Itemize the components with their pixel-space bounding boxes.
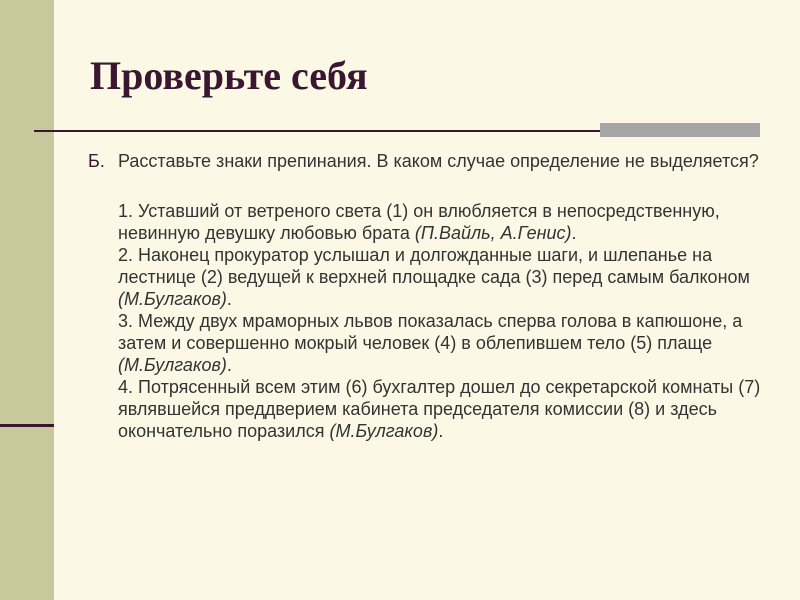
sentence-text: Уставший от ветреного света (1) он влюбляется в непосредственную, невинную девушку любовью брата [118,201,720,243]
sentence-end: . [226,355,232,375]
sentence-author: (М.Булгаков) [329,421,439,441]
sentence-end: . [438,421,444,441]
sentence-list [88,200,768,442]
left-decor-line [0,424,54,427]
sentence-author: (М.Булгаков) [118,355,227,375]
sentence-item-2 [118,244,768,310]
question-text: Расставьте знаки препинания. В каком случае определение не выделяется? [118,151,759,171]
slide-body [88,150,768,442]
sentence-number: 2. [118,245,134,265]
sentence-text: Между двух мраморных львов показалась сперва голова в капюшоне, а затем и совершенно мокрый человек (4) в облепившем тело (5) плаще [118,311,743,353]
question-label: Б. [88,151,105,171]
sentence-number: 4. [118,377,134,397]
slide-title: Проверьте себя [90,53,368,98]
sentence-item-1 [118,200,768,244]
sentence-item-4 [118,376,768,442]
sentence-number: 1. [118,201,134,221]
sentence-number: 3. [118,311,134,331]
sentence-text: Наконец прокуратор услышал и долгожданные шаги, и шлепанье на лестнице (2) ведущей к верхней площадке сада (3) перед самым балконом [118,245,750,287]
sentence-author: (П.Вайль, А.Генис) [414,223,572,243]
title-divider-accent [600,123,760,137]
sentence-end: . [571,223,577,243]
question [88,150,768,172]
sentence-author: (М.Булгаков) [118,289,227,309]
sentence-item-3 [118,310,768,376]
sentence-text: Потрясенный всем этим (6) бухгалтер дошел до секретарской комнаты (7) являвшейся преддверием кабинета председателя комиссии (8) и здесь окончательно поразился [118,377,761,441]
left-decor-bar [0,0,54,600]
sentence-end: . [226,289,232,309]
